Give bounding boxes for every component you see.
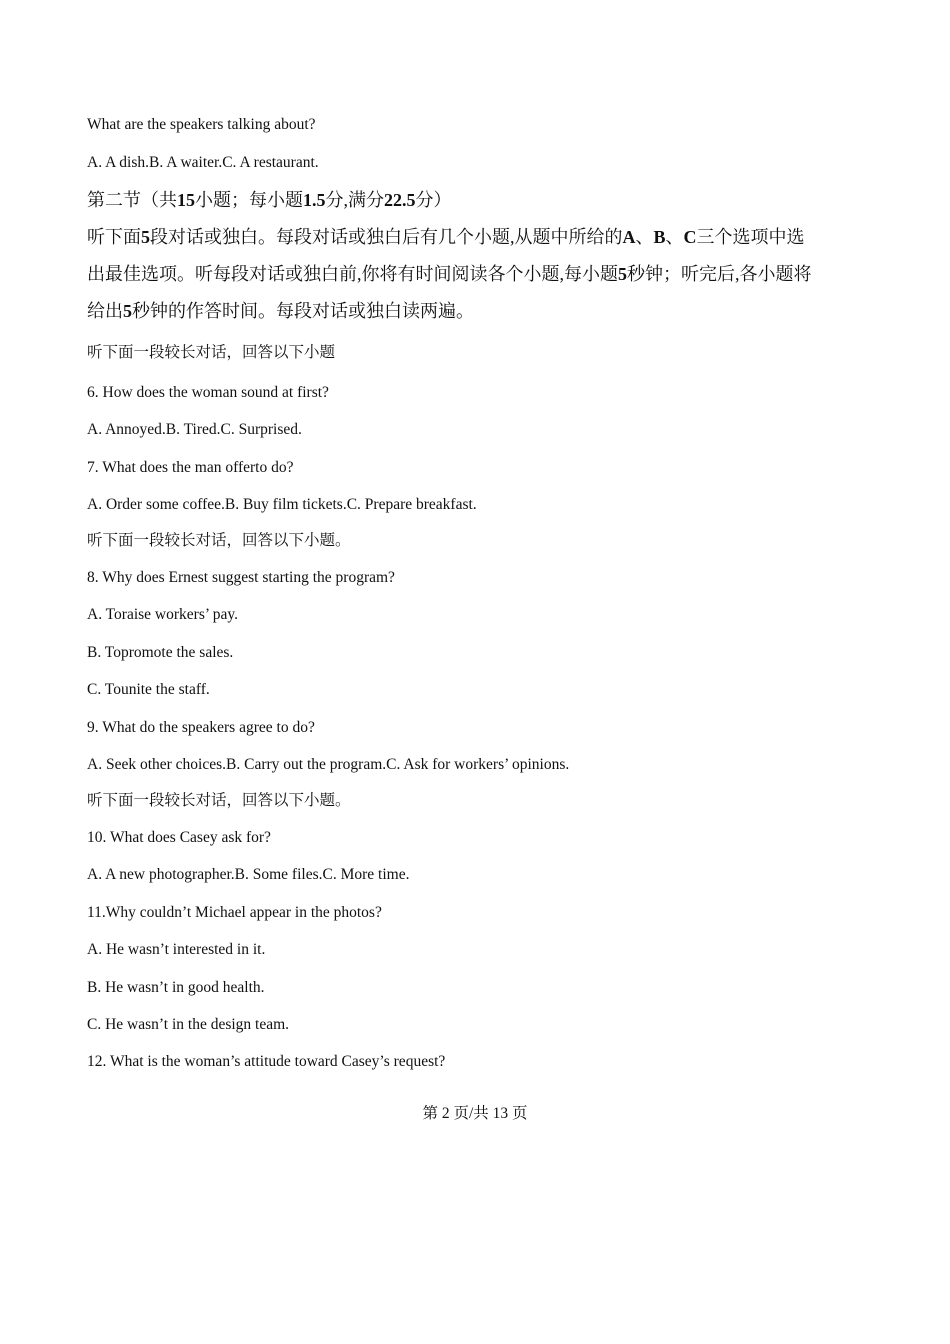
question-7: 7. What does the man offerto do? [87,459,294,476]
answer-option-11a: A. He wasn’t interested in it. [87,941,266,958]
instructions-line-1: 听下面5段对话或独白。每段对话或独白后有几个小题,从题中所给的A、B、C三个选项中选 [87,227,805,247]
question-12: 12. What is the woman’s attitude toward Casey’s request? [87,1053,446,1070]
dialogue-intro: 听下面一段较长对话，回答以下小题。 [87,532,351,549]
answer-option-8b: B. Topromote the sales. [87,644,234,661]
answer-option-8a: A. Toraise workers’ pay. [87,606,238,623]
answer-option-11c: C. He wasn’t in the design team. [87,1016,290,1033]
dialogue-intro: 听下面一段较长对话，回答以下小题 [87,344,336,361]
question-8: 8. Why does Ernest suggest starting the program? [87,569,395,586]
section-heading: 第二节（共15小题；每小题1.5分,满分22.5分） [87,190,452,210]
question-stem: What are the speakers talking about? [87,116,316,133]
dialogue-intro: 听下面一段较长对话，回答以下小题。 [87,792,351,809]
instructions-line-3: 给出5秒钟的作答时间。每段对话或独白读两遍。 [87,301,474,321]
question-10: 10. What does Casey ask for? [87,829,271,846]
answer-options-6: A. Annoyed.B. Tired.C. Surprised. [87,421,302,438]
answer-option-11b: B. He wasn’t in good health. [87,979,265,996]
question-9: 9. What do the speakers agree to do? [87,719,315,736]
answer-options: A. A dish.B. A waiter.C. A restaurant. [87,154,319,171]
answer-option-8c: C. Tounite the staff. [87,681,210,698]
answer-options-7: A. Order some coffee.B. Buy film tickets.C. Prepare breakfast. [87,496,477,513]
question-6: 6. How does the woman sound at first? [87,384,329,401]
page-footer: 第 2 页/共 13 页 [422,1105,528,1122]
instructions-line-2: 出最佳选项。听每段对话或独白前,你将有时间阅读各个小题,每小题5秒钟；听完后,各小题将 [87,264,812,284]
answer-options-9: A. Seek other choices.B. Carry out the program.C. Ask for workers’ opinions. [87,756,570,773]
answer-options-10: A. A new photographer.B. Some files.C. More time. [87,866,410,883]
question-11: 11.Why couldn’t Michael appear in the photos? [87,904,382,921]
